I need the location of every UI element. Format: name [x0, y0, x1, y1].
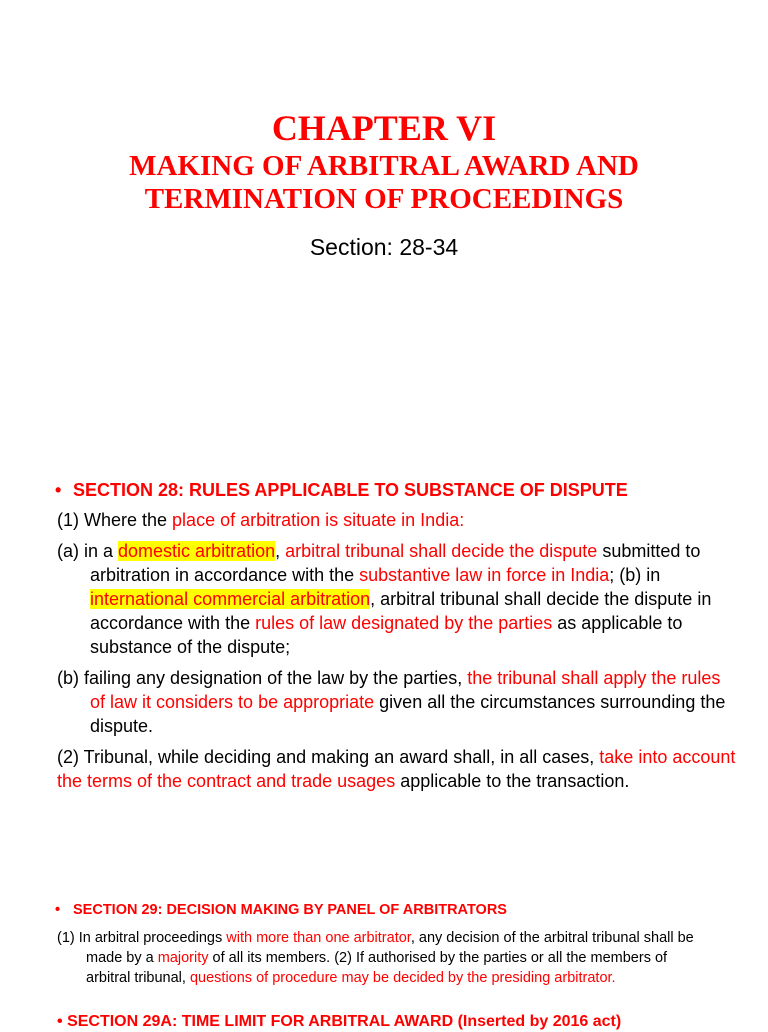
clause-text: (b) failing any designation of the law by the parties, — [57, 668, 468, 688]
clause-emphasis: take into account the terms of the contract and trade usages — [57, 747, 736, 791]
clause-text: of all its members. (2) If authorised by the parties or all the members of arbitral tribunal, — [86, 950, 668, 986]
chapter-title: CHAPTER VI — [271, 108, 497, 148]
clause-text: ; (b) in — [609, 565, 661, 585]
clause-text: , arbitral tribunal shall decide the dispute in accordance with the — [90, 589, 712, 633]
subtitle-line-1: MAKING OF ARBITRAL AWARD AND — [129, 150, 639, 182]
section-28-block — [57, 478, 737, 800]
clause-emphasis: arbitral tribunal shall decide the dispute — [285, 541, 598, 561]
bullet-icon: • — [55, 902, 61, 918]
clause-emphasis: the tribunal shall apply the rules of law it considers to be appropriate — [90, 668, 721, 712]
highlight-domestic-arbitration: domestic arbitration — [118, 541, 276, 561]
bullet-icon: • — [55, 480, 62, 500]
chapter-subtitle — [60, 150, 708, 216]
clause-text: , — [275, 541, 286, 561]
clause-text: , any decision of the arbitral tribunal shall be made by a — [86, 930, 694, 966]
section-29-clause-1 — [57, 928, 697, 988]
section-28-clause-2 — [57, 745, 737, 793]
section-28-heading — [57, 478, 737, 502]
clause-text: (2) Tribunal, while deciding and making an award shall, in all cases, — [57, 747, 600, 767]
section-29-heading — [57, 900, 697, 920]
clause-emphasis: with more than one arbitrator — [226, 930, 411, 946]
section-28-clause-1 — [57, 508, 737, 532]
section-29a-heading — [57, 1012, 737, 1032]
section-28-clause-a — [57, 539, 737, 659]
bullet-icon: • — [57, 1013, 63, 1030]
clause-text: (a) in a — [57, 541, 119, 561]
clause-text: (1) Where the — [57, 510, 173, 530]
section-28-clause-b — [57, 666, 737, 738]
clause-emphasis: substantive law in force in India — [359, 565, 610, 585]
subtitle-line-2: TERMINATION OF PROCEEDINGS — [144, 183, 624, 215]
clause-emphasis: rules of law designated by the parties — [255, 613, 553, 633]
highlight-international-commercial-arbitration: international commercial arbitration — [90, 589, 371, 609]
section-29-heading-text: SECTION 29: DECISION MAKING BY PANEL OF ARBITRATORS — [73, 902, 507, 918]
clause-text: (1) In arbitral proceedings — [57, 930, 227, 946]
section-28-heading-text: SECTION 28: RULES APPLICABLE TO SUBSTANCE OF DISPUTE — [73, 480, 628, 500]
clause-emphasis: questions of procedure may be decided by the presiding arbitrator. — [189, 970, 616, 986]
clause-text: given all the circumstances surrounding the dispute. — [90, 692, 726, 736]
clause-text: applicable to the transaction. — [395, 771, 630, 791]
clause-text: as applicable to substance of the dispute; — [90, 613, 683, 657]
clause-emphasis: majority — [157, 950, 209, 966]
section-29a-heading-text: SECTION 29A: TIME LIMIT FOR ARBITRAL AWARD (Inserted by 2016 act) — [67, 1013, 622, 1030]
section-29-block — [57, 900, 697, 995]
clause-emphasis: place of arbitration is situate in India: — [172, 510, 465, 530]
section-range: Section: 28-34 — [309, 234, 459, 260]
clause-text: submitted to arbitration in accordance with the — [90, 541, 701, 585]
